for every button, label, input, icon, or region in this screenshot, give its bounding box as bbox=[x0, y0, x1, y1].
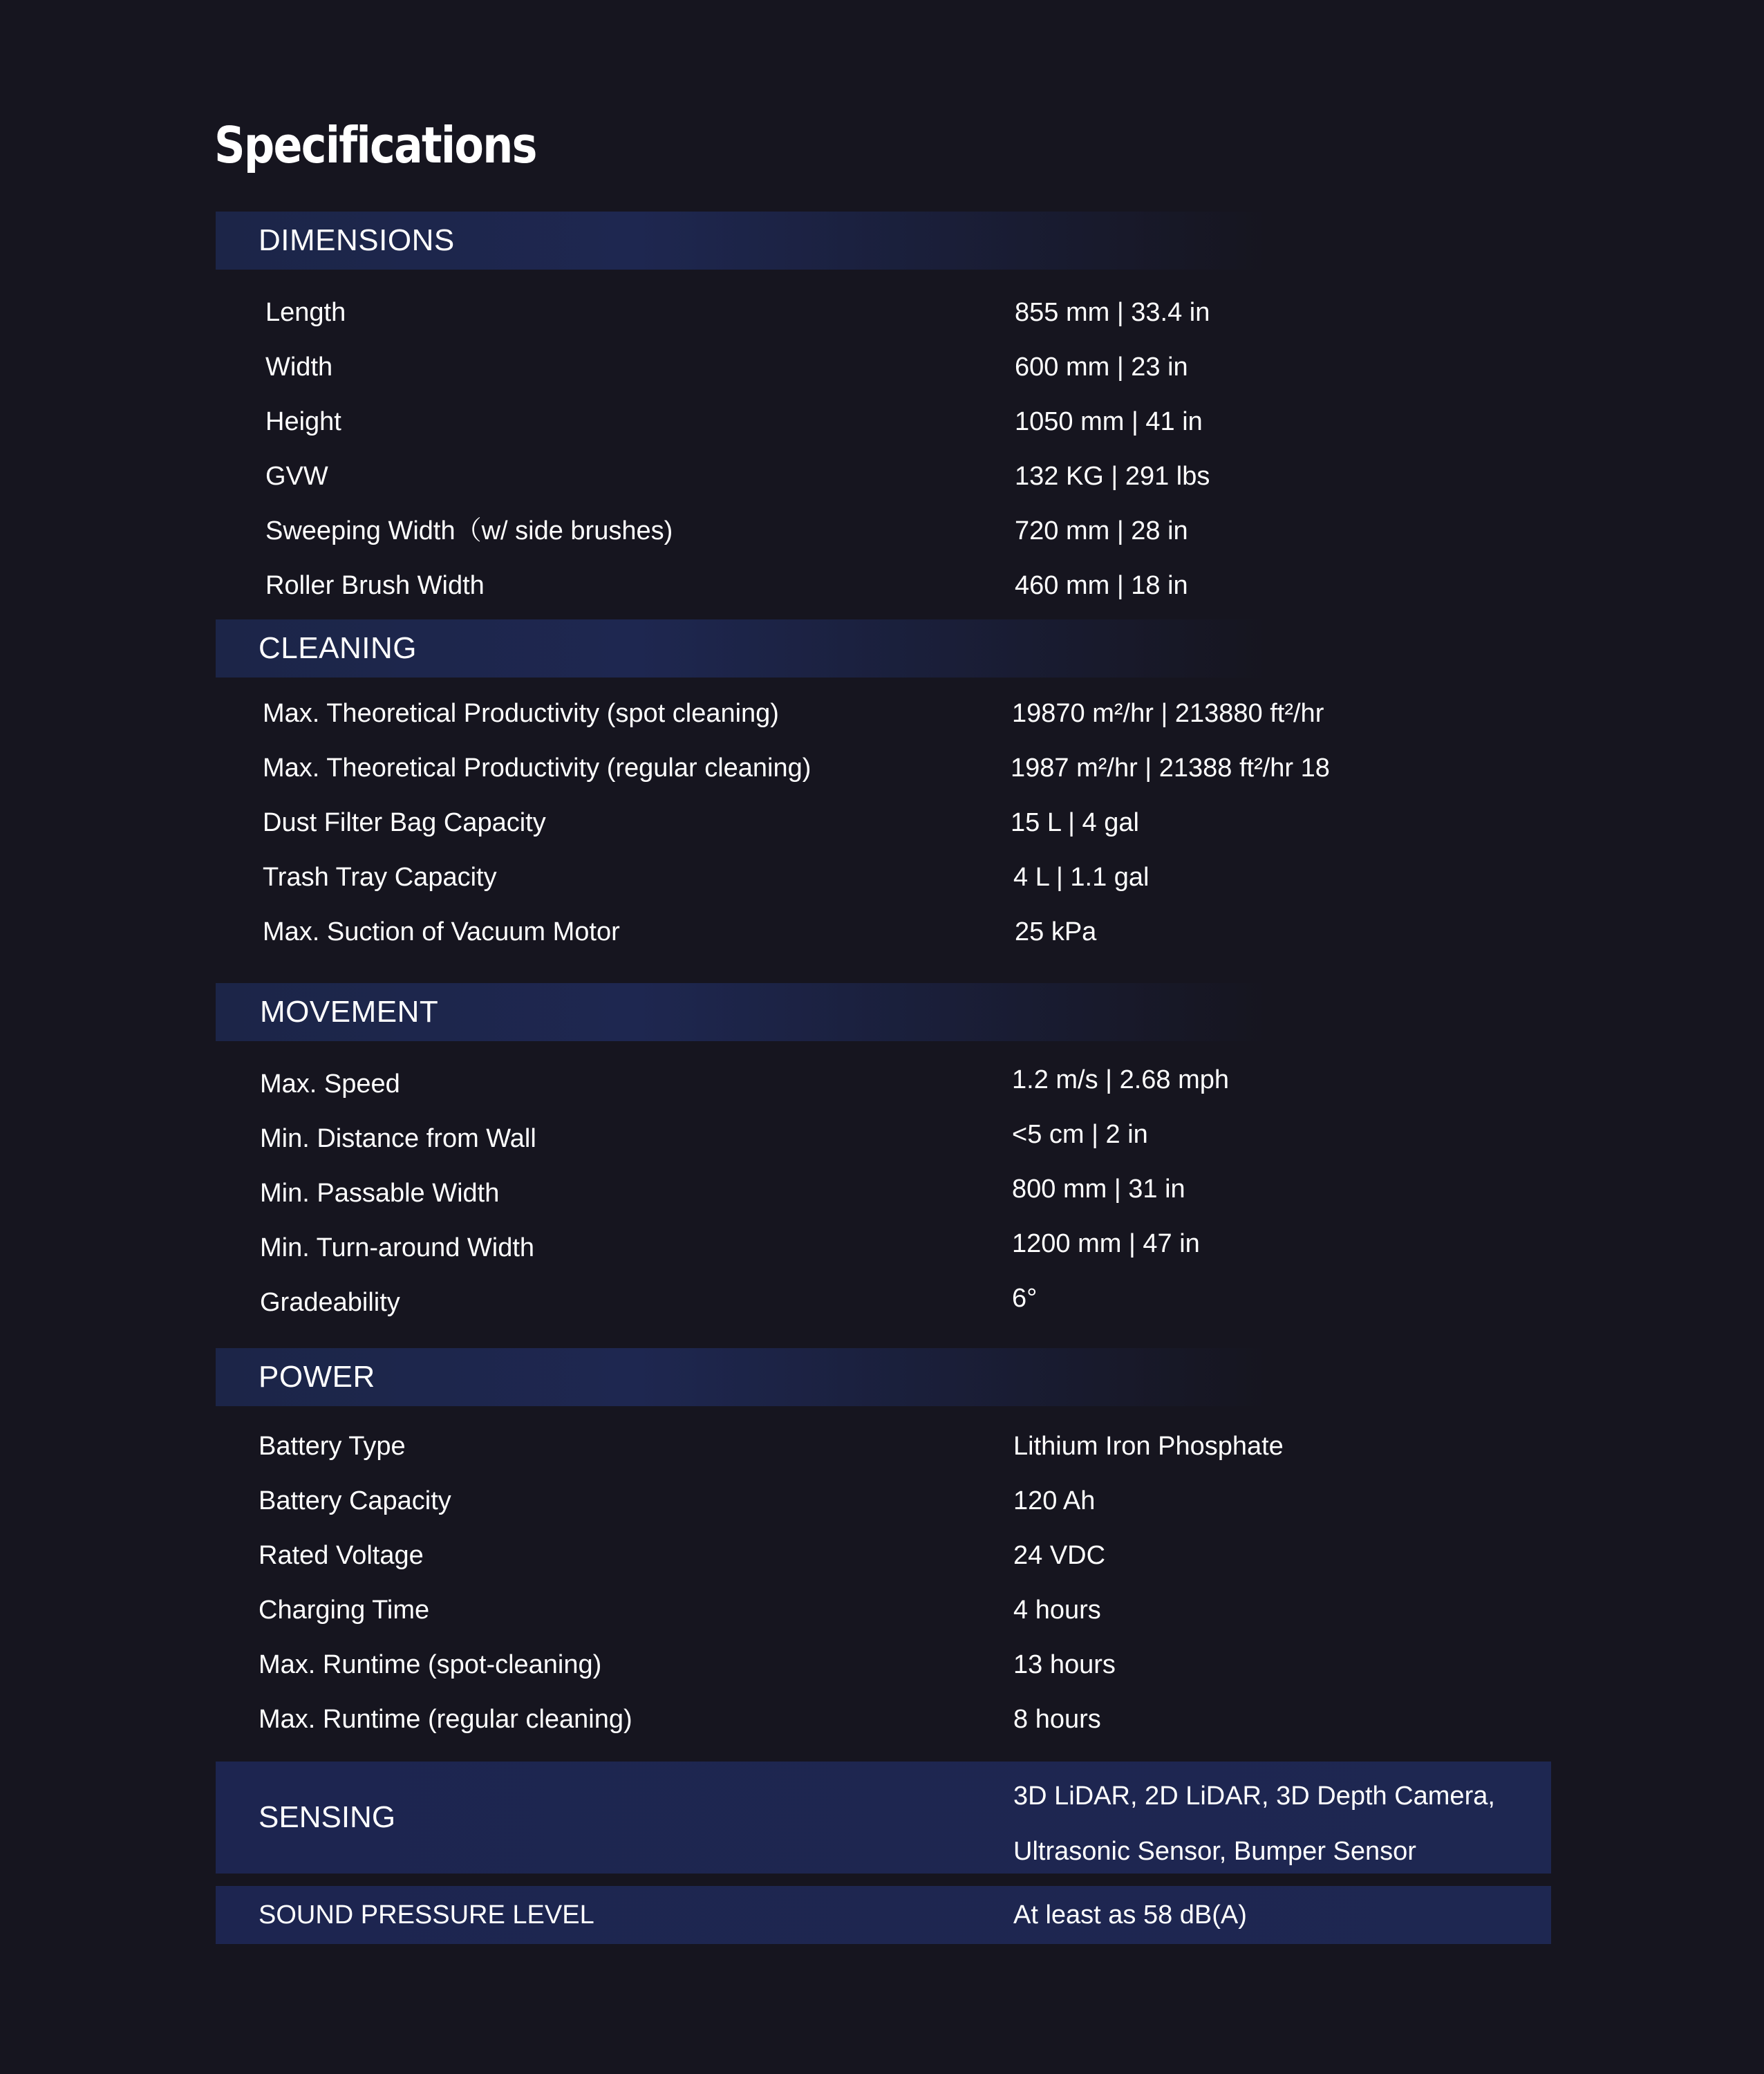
spec-value: 4 L | 1.1 gal bbox=[1013, 863, 1150, 892]
section-movement bbox=[216, 983, 1266, 1041]
spec-value: 8 hours bbox=[1013, 1705, 1101, 1734]
section-cleaning bbox=[216, 619, 1266, 678]
spec-value: 1.2 m/s | 2.68 mph bbox=[1012, 1065, 1230, 1094]
spec-value: 1200 mm | 47 in bbox=[1012, 1229, 1200, 1258]
section-heading: DIMENSIONS bbox=[259, 223, 455, 257]
section-dimensions bbox=[216, 212, 1266, 270]
spec-label: Roller Brush Width bbox=[265, 571, 485, 600]
section-power bbox=[216, 1348, 1266, 1406]
section-heading: MOVEMENT bbox=[260, 995, 439, 1029]
section-sound-pressure bbox=[216, 1886, 1551, 1944]
spec-value: 15 L | 4 gal bbox=[1011, 808, 1139, 837]
page-title: Specifications bbox=[214, 116, 536, 174]
spec-value: 19870 m²/hr | 213880 ft²/hr bbox=[1012, 699, 1324, 728]
spec-value: 24 VDC bbox=[1013, 1541, 1106, 1570]
spec-value: 600 mm | 23 in bbox=[1015, 353, 1188, 382]
section-heading: POWER bbox=[259, 1360, 375, 1394]
spec-value: 1050 mm | 41 in bbox=[1015, 407, 1203, 436]
spec-value: 120 Ah bbox=[1013, 1486, 1096, 1515]
spec-label: Gradeability bbox=[260, 1288, 400, 1317]
spec-value: Lithium Iron Phosphate bbox=[1013, 1432, 1284, 1461]
spec-value: 800 mm | 31 in bbox=[1012, 1175, 1185, 1204]
spec-label: Max. Speed bbox=[260, 1069, 400, 1099]
spec-label: Min. Passable Width bbox=[260, 1179, 500, 1208]
spec-value: <5 cm | 2 in bbox=[1012, 1120, 1148, 1149]
spec-value: 132 KG | 291 lbs bbox=[1015, 462, 1210, 491]
spec-label: Max. Runtime (spot-cleaning) bbox=[259, 1650, 602, 1679]
spec-label: Sweeping Width（w/ side brushes) bbox=[265, 516, 673, 545]
section-heading: SOUND PRESSURE LEVEL bbox=[259, 1900, 594, 1930]
spec-value: 13 hours bbox=[1013, 1650, 1116, 1679]
spec-label: Battery Type bbox=[259, 1432, 406, 1461]
spec-value: 1987 m²/hr | 21388 ft²/hr 18 bbox=[1011, 754, 1330, 783]
spec-value: 855 mm | 33.4 in bbox=[1015, 298, 1210, 327]
spec-label: Min. Turn-around Width bbox=[260, 1233, 535, 1262]
spec-label: Height bbox=[265, 407, 341, 436]
spec-value: 4 hours bbox=[1013, 1596, 1101, 1625]
spec-label: Length bbox=[265, 298, 346, 327]
section-sensing bbox=[216, 1762, 1551, 1874]
sensing-value-line2: Ultrasonic Sensor, Bumper Sensor bbox=[1013, 1837, 1416, 1866]
spec-label: Dust Filter Bag Capacity bbox=[263, 808, 546, 837]
spec-value: 720 mm | 28 in bbox=[1015, 516, 1188, 545]
sensing-value-line1: 3D LiDAR, 2D LiDAR, 3D Depth Camera, bbox=[1013, 1782, 1495, 1811]
spec-label: Battery Capacity bbox=[259, 1486, 451, 1515]
sound-value: At least as 58 dB(A) bbox=[1013, 1900, 1247, 1930]
spec-value: 6° bbox=[1012, 1284, 1038, 1313]
section-heading: CLEANING bbox=[259, 631, 417, 665]
spec-value: 25 kPa bbox=[1015, 917, 1097, 946]
spec-label: Max. Runtime (regular cleaning) bbox=[259, 1705, 632, 1734]
spec-label: Rated Voltage bbox=[259, 1541, 424, 1570]
spec-label: Min. Distance from Wall bbox=[260, 1124, 536, 1153]
section-heading: SENSING bbox=[259, 1800, 396, 1834]
spec-label: Charging Time bbox=[259, 1596, 430, 1625]
spec-value: 460 mm | 18 in bbox=[1015, 571, 1188, 600]
spec-label: GVW bbox=[265, 462, 328, 491]
spec-label: Max. Suction of Vacuum Motor bbox=[263, 917, 620, 946]
spec-label: Max. Theoretical Productivity (regular cleaning) bbox=[263, 754, 811, 783]
spec-label: Trash Tray Capacity bbox=[263, 863, 497, 892]
spec-label: Max. Theoretical Productivity (spot cleaning) bbox=[263, 699, 779, 728]
spec-label: Width bbox=[265, 353, 333, 382]
